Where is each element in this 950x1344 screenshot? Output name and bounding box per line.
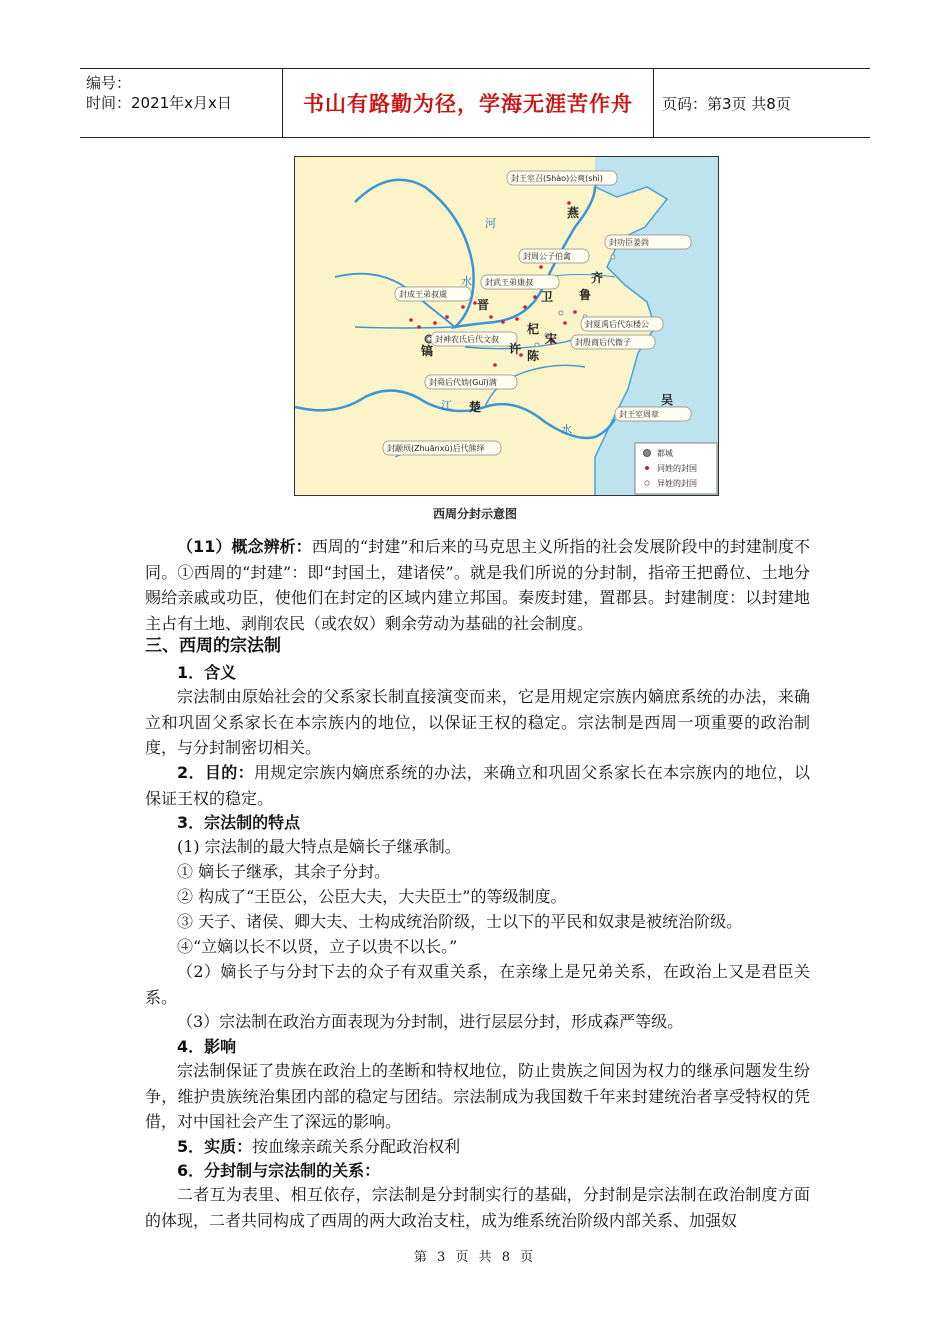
state-hao: 镐 [421,344,434,358]
p11-body: 西周的“封建”和后来的马克思主义所指的社会发展阶段中的封建制度不同。①西周的“封建”：即“封国土，建诸侯”。就是我们所说的分封制，指帝王把爵位、土地分赐给亲戚或功臣，使他们在封定的区域内建立邦国。秦废封建，置郡县。封建制度：以封建地主占有土地、剥削农民（或农奴）剩余劳动为基础的社会制度。 [145,537,810,633]
serial-label: 编号： [86,74,132,92]
label-jiang-taigong: 封功臣姜尚 [609,238,649,247]
river-label-shui-south: 水 [561,423,572,436]
state-chu: 楚 [469,400,482,414]
state-xu: 许 [509,342,522,356]
label-shao: 封王室召(Shào)公爽(shì) [511,174,603,183]
paragraph-11 [145,534,810,636]
header-left [80,69,280,141]
state-song: 宋 [545,332,558,346]
state-qi2: 杞 [527,322,540,336]
state-lu: 鲁 [579,288,592,302]
label-shun-hou: 封舜后代妫(Guī)满 [429,378,497,387]
legend-capital: 都城 [657,449,673,458]
s3-item-2: （2）嫡长子与分封下去的众子有双重关系，在亲缘上是兄弟关系，在政治上又是君臣关系。 [145,962,810,1007]
label-zhuanxu: 封颛顼(Zhuānxū)后代熊绎 [387,444,485,453]
s3-item-a: ① 嫡长子继承，其余子分封。 [177,862,391,881]
s4-body: 宗法制保证了贵族在政治上的垄断和特权地位，防止贵族之间因为权力的继承问题发生纷争，维护贵族统治集团内部的稳定与团结。宗法制成为我国数千年来封建统治者享受特权的凭借，对中国社会产生了深远的影响。 [145,1061,810,1131]
river-label-he: 河 [485,217,496,230]
map-caption: 西周分封示意图 [432,507,517,521]
legend-diff-surname: 异姓的封国 [657,479,697,488]
river-label-jiang: 江 [441,399,452,412]
state-yan: 燕 [567,206,580,220]
label-zhou-gongzi: 封周公子伯禽 [523,252,571,261]
s3-item-b: ② 构成了“王臣公，公臣大夫，大夫臣士”的等级制度。 [177,887,567,906]
label-shennong: 封神农氏后代文叔 [435,335,499,344]
s1-body: 宗法制由原始社会的父系家长制直接演变而来，它是用规定宗族内嫡庶系统的办法，来确立和巩固父系家长在本宗族内的地位，以保证王权的稳定。宗法制是西周一项重要的政治制度，与分封制密切相关。 [145,687,810,757]
label-chengwang-di: 封成王弟叔虞 [399,290,447,299]
header-motto: 书山有路勤为径，学海无涯苦作舟 [282,69,654,137]
s2-label: 2．目的： [177,763,254,782]
state-jin: 晋 [477,298,490,312]
s5-label: 5．实质： [177,1137,253,1156]
sub-2 [145,760,810,811]
sub-heading-3: 3．宗法制的特点 [177,813,301,832]
sub-5 [145,1134,810,1160]
section-heading: 三、西周的宗法制 [145,636,281,656]
label-wuwang-di: 封武王弟康叔 [485,278,533,287]
river-label-shui-north: 水 [461,275,472,288]
state-wu: 吴 [661,393,674,407]
date-label: 时间：2021年x月x日 [86,94,232,112]
map-legend [635,443,717,494]
page-header [80,68,870,138]
s2-body: 用规定宗族内嫡庶系统的办法，来确立和巩固父系家长在本宗族内的地位，以保证王权的稳定。 [145,763,810,808]
western-zhou-map [294,156,719,496]
s3-item-d: ④“立嫡以长不以贤，立子以贵不以长。” [177,937,458,956]
state-chen: 陈 [527,349,540,363]
label-zhou-zhang: 封王室周章 [619,410,659,419]
s3-item-c: ③ 天子、诸侯、卿大夫、士构成统治阶级，士以下的平民和奴隶是被统治阶级。 [177,912,743,931]
p11-label: （11）概念辨析： [177,537,312,556]
s6-body: 二者互为表里、相互依存，宗法制是分封制实行的基础，分封制是宗法制在政治制度方面的体现，二者共同构成了西周的两大政治支柱，成为维系统治阶级内部关系、加强奴 [145,1185,810,1230]
legend-same-surname: 同姓的封国 [657,464,697,473]
page-footer: 第 3 页 共 8 页 [413,1250,537,1265]
header-page-info: 页码：第3页 共8页 [662,94,791,113]
sub-heading-1: 1．含义 [177,663,237,682]
state-qi: 齐 [591,271,604,285]
state-wei: 卫 [541,290,554,304]
s5-body: 按血缘亲疏关系分配政治权利 [252,1137,461,1156]
s3-item-1: (1) 宗法制的最大特点是嫡长子继承制。 [177,837,461,856]
sub-heading-4: 4．影响 [177,1037,237,1056]
label-yin-hou: 封殷商后代微子 [575,338,631,347]
sub-heading-6: 6．分封制与宗法制的关系： [177,1161,381,1180]
label-xia-hou: 封夏禹后代东楼公 [585,320,649,329]
s3-item-3: （3）宗法制在政治方面表现为分封制，进行层层分封，形成森严等级。 [177,1012,684,1031]
